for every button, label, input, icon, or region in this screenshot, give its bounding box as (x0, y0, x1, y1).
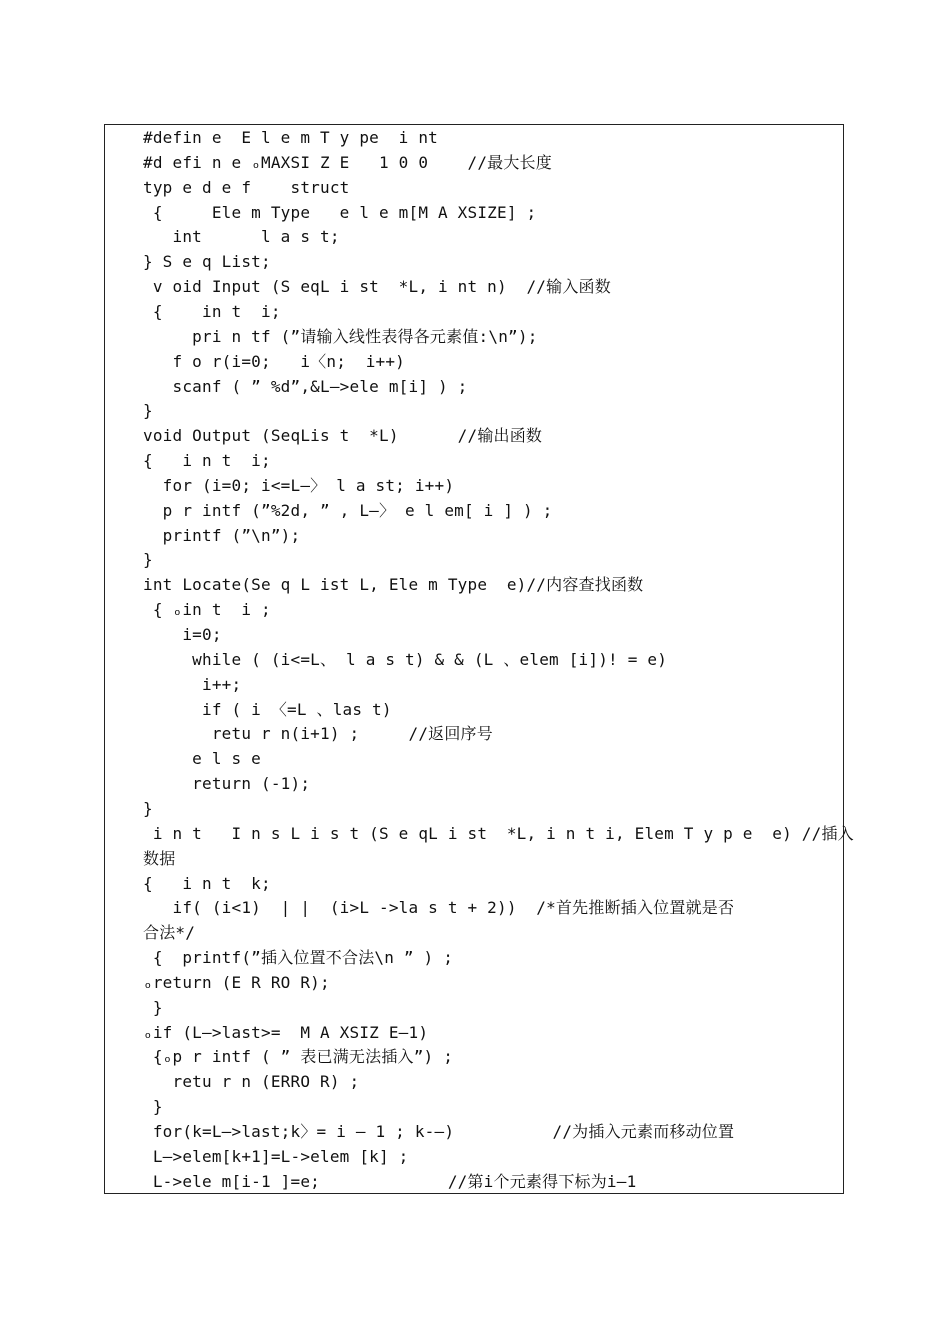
code-line: retu r n (ERRO R) ; (143, 1072, 360, 1092)
code-line: return (-1); (143, 774, 311, 794)
code-line: } (143, 401, 153, 421)
code-line: v oid Input (S eqL i st *L, i nt n) //输入函数 (143, 277, 611, 297)
code-line: e l s e (143, 749, 261, 769)
code-line: int l a s t; (143, 227, 340, 247)
code-line: for (i=0; i<=L—〉 l a st; i++) (143, 475, 455, 495)
code-line: { i n t i; (143, 451, 271, 471)
code-line: { i n t k; (143, 873, 271, 893)
code-line: i=0; (143, 625, 222, 644)
code-listing-box (104, 124, 854, 1194)
code-line: while ( (i<=L、 l a s t) & & (L 、elem [i])! = e) (143, 649, 668, 669)
code-line: } (143, 798, 153, 818)
code-line: ₒreturn (E R RO R); (143, 972, 330, 992)
code-line: typ e d e f struct (143, 177, 350, 197)
code-line: } (143, 997, 163, 1017)
code-line: 数据 (143, 848, 176, 868)
code-line: retu r n(i+1) ; //返回序号 (143, 724, 493, 744)
code-line: if( (i<1) | | (i>L ->la s t + 2)) /*首先推断插入位置就是否 (143, 898, 735, 918)
code-line: #d efi n e ₒMAXSI Z E 1 0 0 //最大长度 (143, 152, 552, 172)
code-line: {ₒp r intf ( ” 表已满无法插入”) ; (143, 1047, 454, 1067)
code-line: p r intf (”%2d, ” , L—〉 e l em[ i ] ) ; (143, 500, 553, 520)
code-line: void Output (SeqLis t *L) //输出函数 (143, 426, 543, 446)
code-line: L—>elem[k+1]=L->elem [k] ; (143, 1146, 409, 1166)
code-line: f o r(i=0; i〈n; i++) (143, 351, 406, 371)
code-line: { in t i; (143, 301, 281, 321)
code-line: if ( i 〈=L 、las t) (143, 699, 392, 719)
code-line: ₒif (L—>last>= M A XSIZ E—1) (143, 1022, 429, 1042)
code-line: i++; (143, 674, 242, 694)
code-line: int Locate(Se q L ist L, Ele m Type e)//内容查找函数 (143, 575, 644, 595)
code-line: i n t I n s L i s t (S e qL i st *L, i n t i, Elem T y p e e) //插入 (143, 823, 854, 843)
code-line: scanf ( ” %d”,&L—>ele m[i] ) ; (143, 376, 468, 396)
code-line: { Ele m Type e l e m[M A XSIZE] ; (143, 202, 537, 222)
code-line: } (143, 550, 153, 570)
code-line: } (143, 1097, 163, 1117)
code-line: for(k=L—>last;k〉= i — 1 ; k-—) //为插入元素而移动位置 (143, 1122, 735, 1141)
code-line: #defin e E l e m T y pe i nt (143, 128, 438, 147)
code-line: } S e q List; (143, 252, 271, 272)
code-line: { ₒin t i ; (143, 600, 271, 620)
code-line: printf (”\n”); (143, 525, 301, 545)
code-line: { printf(”插入位置不合法\n ” ) ; (143, 948, 454, 968)
code-line: pri n tf (”请输入线性表得各元素值:\n”); (143, 326, 538, 346)
code-line: L->ele m[i-1 ]=e; //第i个元素得下标为i—1 (143, 1171, 637, 1191)
code-line: 合法*/ (143, 923, 196, 943)
